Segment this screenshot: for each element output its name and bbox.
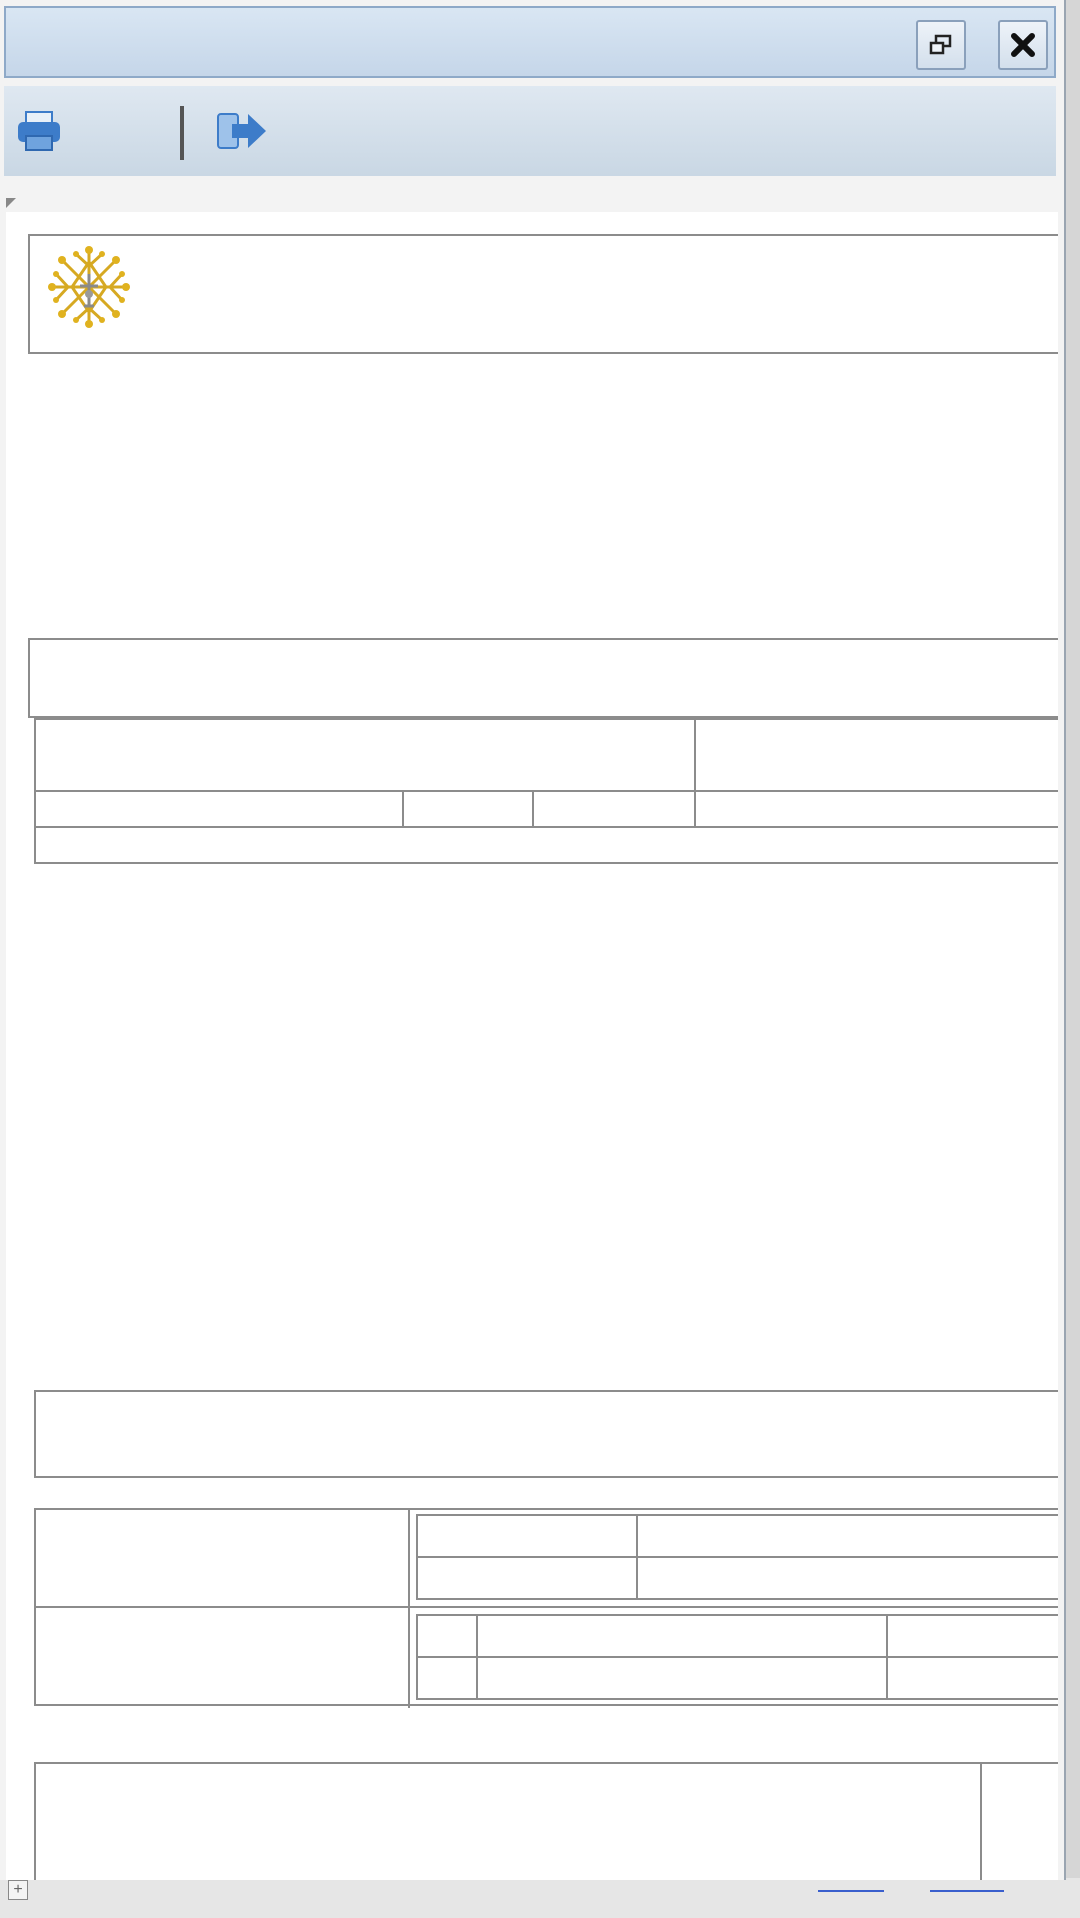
col-header-place — [35, 791, 403, 827]
background-link[interactable] — [930, 1890, 1004, 1892]
table-row — [417, 1657, 1058, 1699]
project-lp — [417, 1657, 477, 1699]
dialog-toolbar — [4, 86, 1056, 176]
company-logo — [46, 244, 132, 330]
print-button[interactable] — [16, 108, 62, 154]
projects-col-symbol — [887, 1615, 1058, 1657]
signature-box — [34, 1762, 1058, 1880]
campaign-lp — [417, 1557, 637, 1599]
expand-icon[interactable]: + — [8, 1880, 28, 1900]
close-document-button[interactable] — [216, 108, 268, 154]
costs-header-box — [28, 638, 1058, 718]
table-row — [417, 1557, 1058, 1599]
campaigns-col-lp — [417, 1515, 637, 1557]
przyjazd-header — [695, 719, 1058, 791]
wyjazd-header — [35, 719, 695, 791]
dialog-titlebar[interactable] — [4, 6, 1056, 78]
project-symbol — [887, 1657, 1058, 1699]
projects-table — [416, 1614, 1058, 1700]
close-window-button[interactable] — [998, 20, 1048, 70]
assignments-box — [34, 1508, 1058, 1706]
close-icon — [1010, 32, 1036, 58]
trips-table — [34, 718, 1058, 864]
document-content — [6, 212, 1058, 1880]
project-name — [477, 1657, 887, 1699]
background-footer — [0, 1878, 1080, 1918]
col-header-date — [403, 791, 533, 827]
campaign-name — [637, 1557, 1058, 1599]
projects-col-name — [477, 1615, 887, 1657]
no-trips-message — [35, 827, 1058, 863]
background-link[interactable] — [818, 1890, 884, 1892]
background-page-edge — [1064, 0, 1080, 1918]
projects-col-lp — [417, 1615, 477, 1657]
printer-icon — [16, 108, 62, 154]
restore-icon — [928, 34, 954, 56]
exit-arrow-icon — [216, 108, 268, 154]
col-header-time — [533, 791, 695, 827]
document-header — [28, 234, 1058, 354]
payout-box — [34, 1390, 1058, 1478]
campaigns-col-name — [637, 1515, 1058, 1557]
toolbar-separator — [180, 106, 184, 160]
campaigns-table — [416, 1514, 1058, 1600]
resize-handle[interactable] — [6, 198, 16, 208]
restore-button[interactable] — [916, 20, 966, 70]
col-header-place-arrival — [695, 791, 1058, 827]
